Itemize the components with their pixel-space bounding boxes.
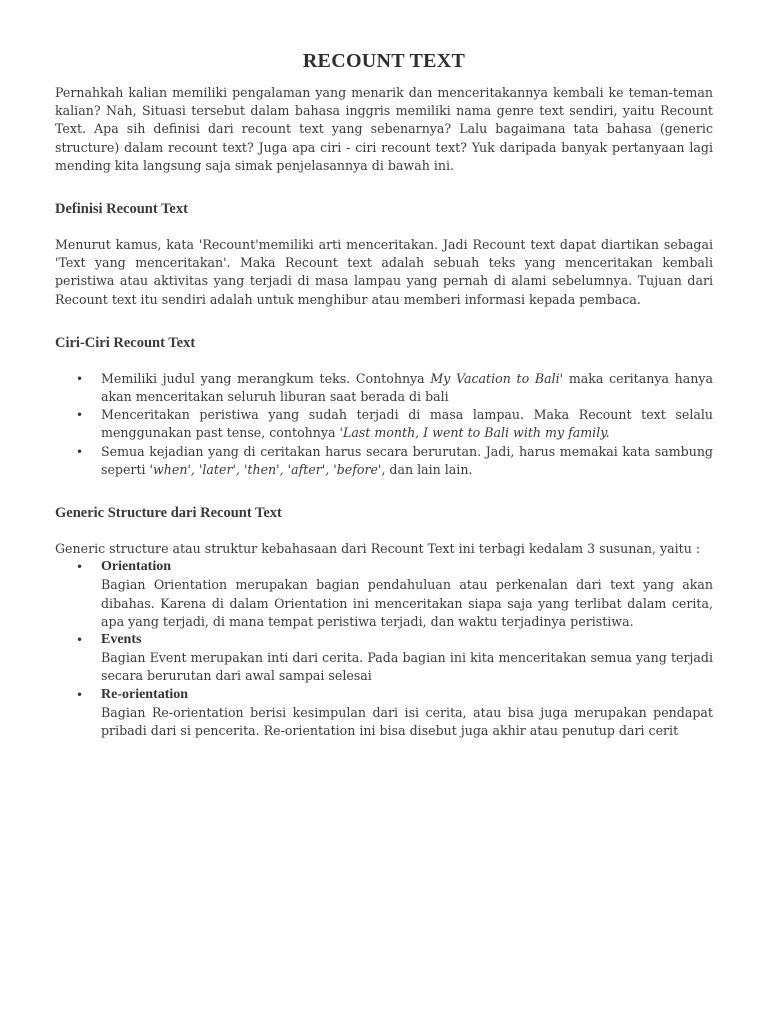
- structure-title: Orientation: [101, 559, 171, 575]
- ciri-item-italic: My Vacation to Bali': [430, 370, 564, 386]
- ciri-item-text: Menceritakan peristiwa yang sudah terjadi di masa lampau. Maka Recount text selalu menggunakan past tense, contohnya ': [101, 407, 713, 441]
- structure-title: Re-orientation: [101, 686, 189, 702]
- ciri-list: [55, 370, 713, 479]
- intro-paragraph: Pernahkah kalian memiliki pengalaman yang menarik dan menceritakannya kembali ke teman-teman kalian? Nah, Situasi tersebut dalam bahasa inggris memiliki nama genre text sendiri, yaitu Recount Text. Apa sih definisi dari recount text yang sebenarnya? Lalu bagaimana tata bahasa (generic structure) dalam recount text? Juga apa ciri - ciri recount text? Yuk daripada banyak pertanyaan lagi mending kita langsung saja simak penjelasannya di bawah ini.: [55, 85, 713, 173]
- ciri-item-italic: Last month, I went to Bali with my family.: [342, 425, 610, 441]
- list-item: [55, 406, 713, 442]
- generic-heading: Generic Structure dari Recount Text: [55, 505, 282, 522]
- structure-description: Bagian Event merupakan inti dari cerita. Pada bagian ini kita menceritakan semua yang terjadi secara berurutan dari awal sampai selesai: [101, 650, 713, 684]
- document-page: [55, 50, 713, 740]
- ciri-item-italic: when', 'later', 'then', 'after', 'before': [153, 461, 382, 477]
- bullet-icon: •: [76, 560, 84, 575]
- bullet-icon: •: [76, 444, 84, 459]
- ciri-item-text: Semua kejadian yang di ceritakan harus secara berurutan. Jadi, harus memakai kata sambung seperti ': [101, 443, 713, 477]
- bullet-icon: •: [76, 408, 84, 423]
- bullet-icon: •: [76, 633, 84, 648]
- structure-description: Bagian Orientation merupakan bagian pendahuluan atau perkenalan dari text yang akan dibahas. Karena di dalam Orientation ini menceritakan siapa saja yang terlibat dalam cerita, apa yang terjadi, di mana tempat peristiwa terjadi, dan waktu terjadinya peristiwa.: [101, 577, 713, 629]
- ciri-item-text: , dan lain lain.: [381, 461, 473, 477]
- definisi-paragraph: Menurut kamus, kata 'Recount'memiliki arti menceritakan. Jadi Recount text dapat diartikan sebagai 'Text yang menceritakan'. Maka Recount text adalah sebuah teks yang menceritakan kembali peristiwa atau aktivitas yang terjadi di masa lampau yang pernah di alami sebelumnya. Tujuan dari Recount text itu sendiri adalah untuk menghibur atau memberi informasi kepada pembaca.: [55, 237, 713, 307]
- ciri-item-text: Memiliki judul yang merangkum teks. Contohnya: [101, 370, 431, 386]
- list-item: [55, 370, 713, 406]
- structure-title: Events: [101, 632, 142, 648]
- ciri-item-text: maka ceritanya hanya akan menceritakan seluruh liburan saat berada di bali: [101, 370, 713, 405]
- ciri-heading: Ciri-Ciri Recount Text: [55, 334, 196, 351]
- definisi-heading: Definisi Recount Text: [55, 201, 188, 218]
- structure-description: Bagian Re-orientation berisi kesimpulan dari isi cerita, atau bisa juga merupakan pendapat pribadi dari si pencerita. Re-orientation ini bisa disebut juga akhir atau penutup dari cerit: [101, 704, 713, 739]
- list-item: [55, 686, 713, 741]
- generic-list: [55, 558, 713, 740]
- list-item: [55, 443, 713, 479]
- list-item: [55, 631, 713, 686]
- list-item: [55, 558, 713, 631]
- bullet-icon: •: [76, 687, 84, 702]
- bullet-icon: •: [76, 371, 84, 386]
- generic-paragraph: Generic structure atau struktur kebahasaan dari Recount Text ini terbagi kedalam 3 susunan, yaitu :: [55, 541, 701, 557]
- page-title: RECOUNT TEXT: [302, 50, 466, 72]
